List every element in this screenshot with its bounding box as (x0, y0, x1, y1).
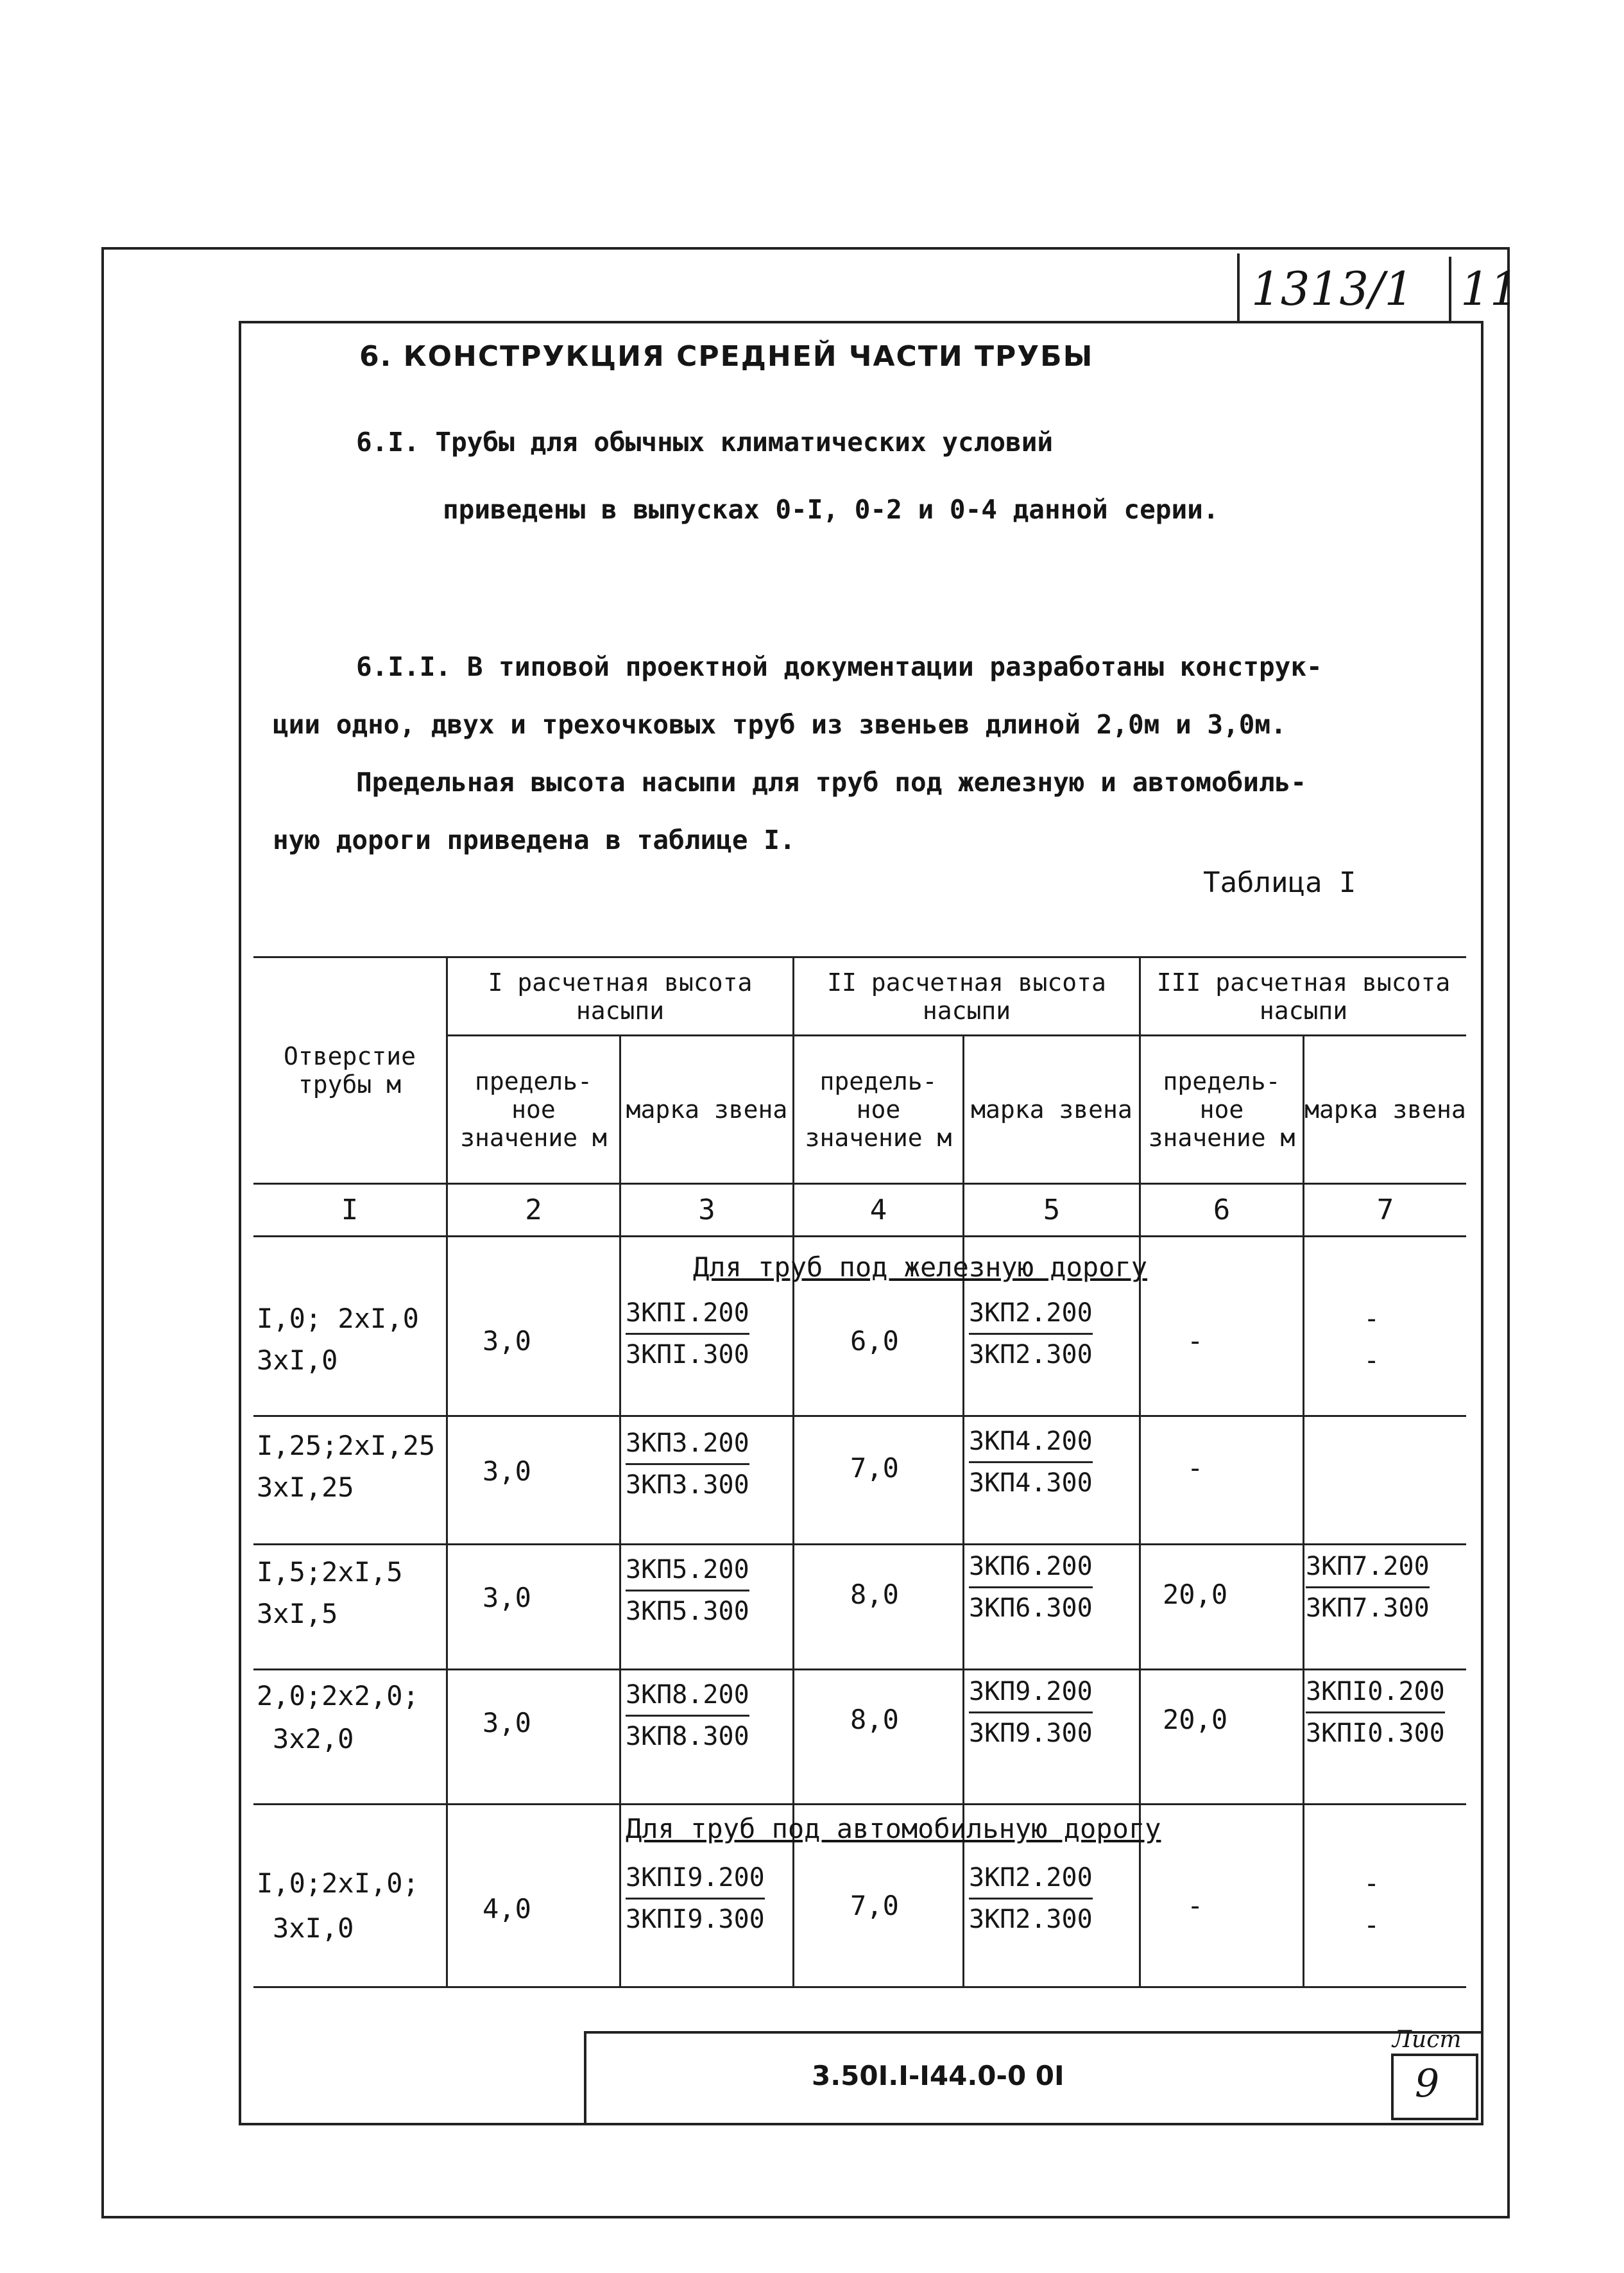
opening-cell: 3x2,0 (273, 1723, 354, 1754)
limit-value: 8,0 (850, 1579, 899, 1610)
col-number: 6 (1213, 1193, 1231, 1226)
mark-pair (1306, 1547, 1430, 1628)
mark-300: ЗКП7.300 (1306, 1593, 1430, 1623)
mark-pair (969, 1547, 1093, 1628)
section-title: 6. КОНСТРУКЦИЯ СРЕДНЕЙ ЧАСТИ ТРУБЫ (359, 340, 1094, 373)
stamp-sheet-number: 11 (1460, 262, 1519, 316)
mark-cell: - (1363, 1303, 1380, 1334)
mark-300: ЗКП3.300 (626, 1470, 749, 1500)
table-colnum-rule (253, 1235, 1466, 1237)
table-row-rule (253, 1668, 1466, 1670)
table-row-rule (253, 1803, 1466, 1805)
table-row-rule (253, 1415, 1466, 1417)
stamp-number: 1313/1 (1251, 262, 1414, 316)
limit-value: 3,0 (483, 1325, 531, 1357)
limit-value: 7,0 (850, 1890, 899, 1921)
col-number: 2 (525, 1193, 542, 1226)
col-number: I (341, 1193, 359, 1226)
sub-header-limit: предель- ное значение м (1148, 1067, 1295, 1152)
table-caption: Таблица I (1203, 866, 1356, 899)
mark-200: ЗКП7.200 (1306, 1547, 1430, 1588)
mark-200: ЗКП2.200 (969, 1858, 1093, 1900)
stamp-separator (1449, 257, 1451, 321)
mark-pair (969, 1858, 1093, 1939)
opening-cell: 3xI,5 (257, 1598, 338, 1629)
mark-300: ЗКП6.300 (969, 1593, 1093, 1623)
mark-200: ЗКП6.200 (969, 1547, 1093, 1588)
para-6-1-1-line1: 6.I.I. В типовой проектной документации разработаны конструк- (356, 651, 1322, 682)
road-group-header: Для труб под автомобильную дорогу (626, 1813, 1161, 1844)
table-row-rule (253, 1543, 1466, 1545)
mark-300: ЗКП2.300 (969, 1340, 1093, 1369)
col-group-3: III расчетная высота насыпи (1156, 968, 1451, 1025)
col-number: 3 (698, 1193, 715, 1226)
mark-200: ЗКП4.200 (969, 1421, 1093, 1463)
mark-200: ЗКП5.200 (626, 1550, 749, 1591)
limit-value: - (1187, 1325, 1204, 1357)
mark-200: ЗКПI9.200 (626, 1858, 765, 1900)
col-header-opening: Отверстие трубы м (284, 1042, 416, 1099)
mark-300: ЗКП9.300 (969, 1719, 1093, 1748)
mark-200: ЗКП3.200 (626, 1423, 749, 1465)
mark-200: ЗКП9.200 (969, 1672, 1093, 1713)
limit-value: 6,0 (850, 1325, 899, 1357)
limit-value: 20,0 (1163, 1579, 1228, 1610)
opening-cell: I,25;2xI,25 (257, 1430, 436, 1461)
sub-header-mark: марка звена (626, 1095, 788, 1124)
col-number: 5 (1043, 1193, 1061, 1226)
limit-value: 3,0 (483, 1455, 531, 1487)
opening-cell: 3xI,0 (257, 1344, 338, 1376)
opening-cell: I,0;2xI,0; (257, 1867, 419, 1899)
col-number: 7 (1376, 1193, 1394, 1226)
mark-200: ЗКПI.200 (626, 1293, 749, 1335)
mark-pair (969, 1672, 1093, 1753)
mark-200: ЗКП2.200 (969, 1293, 1093, 1335)
sub-header-mark: марка звена (971, 1095, 1133, 1124)
mark-cell: - (1363, 1909, 1380, 1941)
opening-cell: 3xI,0 (273, 1912, 354, 1944)
col-number: 4 (869, 1193, 887, 1226)
limit-value: 4,0 (483, 1893, 531, 1925)
mark-300: ЗКПI.300 (626, 1340, 749, 1369)
sheet-label: Лист (1392, 2027, 1462, 2053)
para-6-1-1-line4: ную дороги приведена в таблице I. (273, 825, 796, 855)
limit-value: 7,0 (850, 1452, 899, 1484)
limit-value: - (1187, 1890, 1204, 1921)
mark-pair (969, 1293, 1093, 1375)
mark-pair (626, 1858, 765, 1939)
limit-value: 20,0 (1163, 1704, 1228, 1735)
col-group-1: I расчетная высота насыпи (488, 968, 753, 1025)
limit-value: - (1187, 1452, 1204, 1484)
mark-cell: - (1363, 1867, 1380, 1899)
mark-pair (626, 1293, 749, 1375)
opening-cell: I,0; 2xI,0 (257, 1303, 419, 1334)
para-6-1-line2: приведены в выпусках 0-I, 0-2 и 0-4 данной серии. (443, 494, 1219, 525)
mark-200: ЗКПI0.200 (1306, 1672, 1445, 1713)
rail-group-header: Для труб под железную дорогу (693, 1251, 1148, 1283)
sub-header-mark: марка звена (1304, 1095, 1466, 1124)
mark-300: ЗКПI0.300 (1306, 1719, 1445, 1748)
sheet-number: 9 (1415, 2061, 1440, 2106)
para-6-1-1-line2: ции одно, двух и трехочковых труб из звеньев длиной 2,0м и 3,0м. (273, 709, 1286, 740)
mark-200: ЗКП8.200 (626, 1675, 749, 1717)
mark-pair (626, 1550, 749, 1631)
mark-300: ЗКП4.300 (969, 1468, 1093, 1498)
col-group-2: II расчетная высота насыпи (827, 968, 1106, 1025)
mark-300: ЗКП8.300 (626, 1722, 749, 1751)
mark-pair (969, 1421, 1093, 1503)
mark-pair (626, 1675, 749, 1756)
mark-300: ЗКП2.300 (969, 1905, 1093, 1934)
opening-cell: 2,0;2x2,0; (257, 1680, 419, 1711)
mark-300: ЗКПI9.300 (626, 1905, 765, 1934)
para-6-1-1-line3: Предельная высота насыпи для труб под железную и автомобиль- (356, 767, 1307, 798)
limit-value: 3,0 (483, 1707, 531, 1738)
document-code: 3.50I.I-I44.0-0 0I (812, 2060, 1064, 2091)
sub-header-limit: предель- ное значение м (460, 1067, 607, 1152)
mark-300: ЗКП5.300 (626, 1597, 749, 1626)
opening-cell: 3xI,25 (257, 1471, 354, 1503)
para-6-1-line1: 6.I. Трубы для обычных климатических условий (356, 427, 1054, 458)
opening-cell: I,5;2xI,5 (257, 1556, 403, 1588)
limit-value: 3,0 (483, 1582, 531, 1613)
mark-pair (1306, 1672, 1445, 1753)
mark-pair (626, 1423, 749, 1505)
table-bottom-rule (253, 1986, 1466, 1988)
sub-header-limit: предель- ное значение м (805, 1067, 952, 1152)
limit-value: 8,0 (850, 1704, 899, 1735)
mark-cell: - (1363, 1344, 1380, 1376)
